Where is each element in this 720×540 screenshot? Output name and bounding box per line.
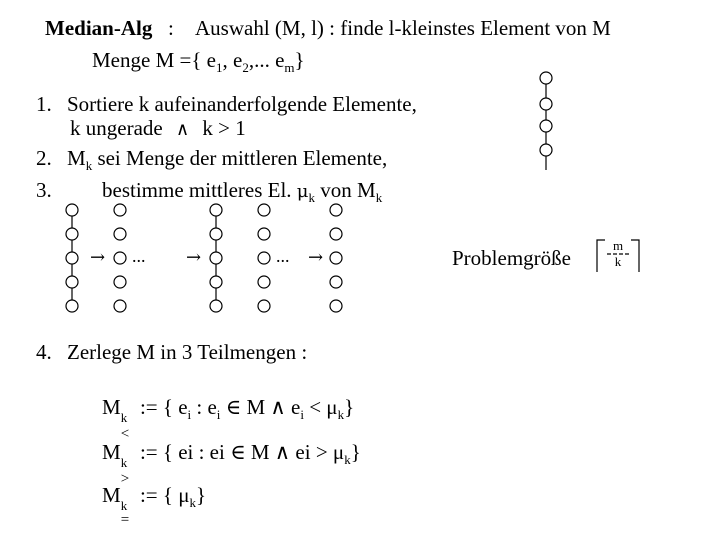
set-greater-definition	[102, 440, 361, 487]
sorted-chain-3	[210, 204, 222, 312]
set-equal-close: }	[195, 483, 207, 507]
mk-symbol: M	[67, 146, 86, 170]
arrow-3: →	[308, 247, 324, 268]
title-separator: :	[168, 16, 174, 40]
arrow-1: →	[90, 247, 106, 268]
fraction-numerator: m	[612, 238, 624, 253]
set-equal-sup: k	[120, 498, 128, 513]
circle-column-2	[114, 204, 126, 312]
set-equal-sub: =	[120, 512, 130, 528]
menge-after-m: }	[294, 48, 305, 72]
step-3-von: von M	[320, 178, 376, 202]
set-less-in: ∈ M ∧ e	[225, 395, 301, 419]
set-equal-rel-sub: k	[189, 495, 196, 511]
set-less-in-sub: i	[300, 407, 304, 423]
mk-sub-2: k	[375, 190, 383, 206]
step-1-text: Sortiere k aufeinanderfolgende Elemente,	[67, 92, 417, 116]
sorted-chain-1	[66, 204, 78, 312]
auswahl-signature: Auswahl (M, l) : finde l-kleinstes Element von M	[195, 16, 611, 40]
set-greater-def: := { ei : ei ∈ M ∧ ei > μ	[139, 440, 345, 464]
mu-sub: k	[308, 190, 315, 206]
set-less-close: }	[344, 395, 355, 419]
set-less-m: M	[102, 395, 121, 419]
ellipsis-1: ...	[132, 246, 146, 266]
menge-after-2: ,... e	[248, 48, 285, 72]
step-4-number: 4.	[36, 340, 52, 364]
set-less-rel-sub: k	[337, 407, 345, 423]
mk-sub: k	[85, 158, 93, 174]
step-2-rest: sei Menge der mittleren Elemente,	[97, 146, 388, 170]
problem-size-label: Problemgröße	[452, 246, 571, 270]
set-greater-m: M	[102, 440, 121, 464]
set-less-sub: <	[120, 426, 130, 442]
menge-sub-m: m	[284, 60, 295, 76]
set-less-rel: < μ	[309, 395, 338, 419]
set-equal-m: M	[102, 483, 121, 507]
step-3-lead: bestimme mittleres El.	[102, 178, 292, 202]
step-4-text: Zerlege M in 3 Teilmengen :	[67, 340, 308, 364]
set-greater-close: }	[350, 440, 361, 464]
cond-k-gt-1: k > 1	[202, 116, 246, 140]
menge-prefix: Menge M ={ e	[92, 48, 216, 72]
arrow-2: →	[186, 247, 202, 268]
set-less-cond-sub: i	[216, 407, 221, 423]
set-less-definition	[102, 395, 355, 442]
set-greater-sub: >	[120, 471, 130, 487]
set-less-cond: : e	[196, 395, 217, 419]
step-3-number: 3.	[36, 178, 52, 202]
set-equal-definition	[102, 483, 207, 528]
step-2-number: 2.	[36, 146, 52, 170]
fraction-denominator: k	[614, 254, 622, 269]
set-less-e-sub: i	[187, 407, 192, 423]
step-1-number: 1.	[36, 92, 52, 116]
menge-after-1: , e	[222, 48, 243, 72]
problem-size-fraction	[608, 240, 628, 268]
and-symbol: ∧	[175, 119, 190, 140]
set-greater-rel-sub: k	[344, 452, 351, 468]
ellipsis-2: ...	[276, 246, 290, 266]
set-less-def: := { e	[139, 395, 188, 419]
circle-column-5	[330, 204, 342, 312]
cond-k-odd: k ungerade	[70, 116, 163, 140]
menge-sub-2: 2	[242, 60, 249, 76]
circle-column-4	[258, 204, 270, 312]
set-less-sup: k	[120, 410, 128, 425]
set-equal-def: := { μ	[139, 483, 190, 507]
mu-symbol: μ	[296, 181, 309, 202]
algorithm-title: Median-Alg	[45, 16, 153, 40]
set-greater-sup: k	[120, 455, 128, 470]
sorted-chain-right	[540, 72, 552, 170]
menge-sub-1: 1	[215, 60, 223, 76]
